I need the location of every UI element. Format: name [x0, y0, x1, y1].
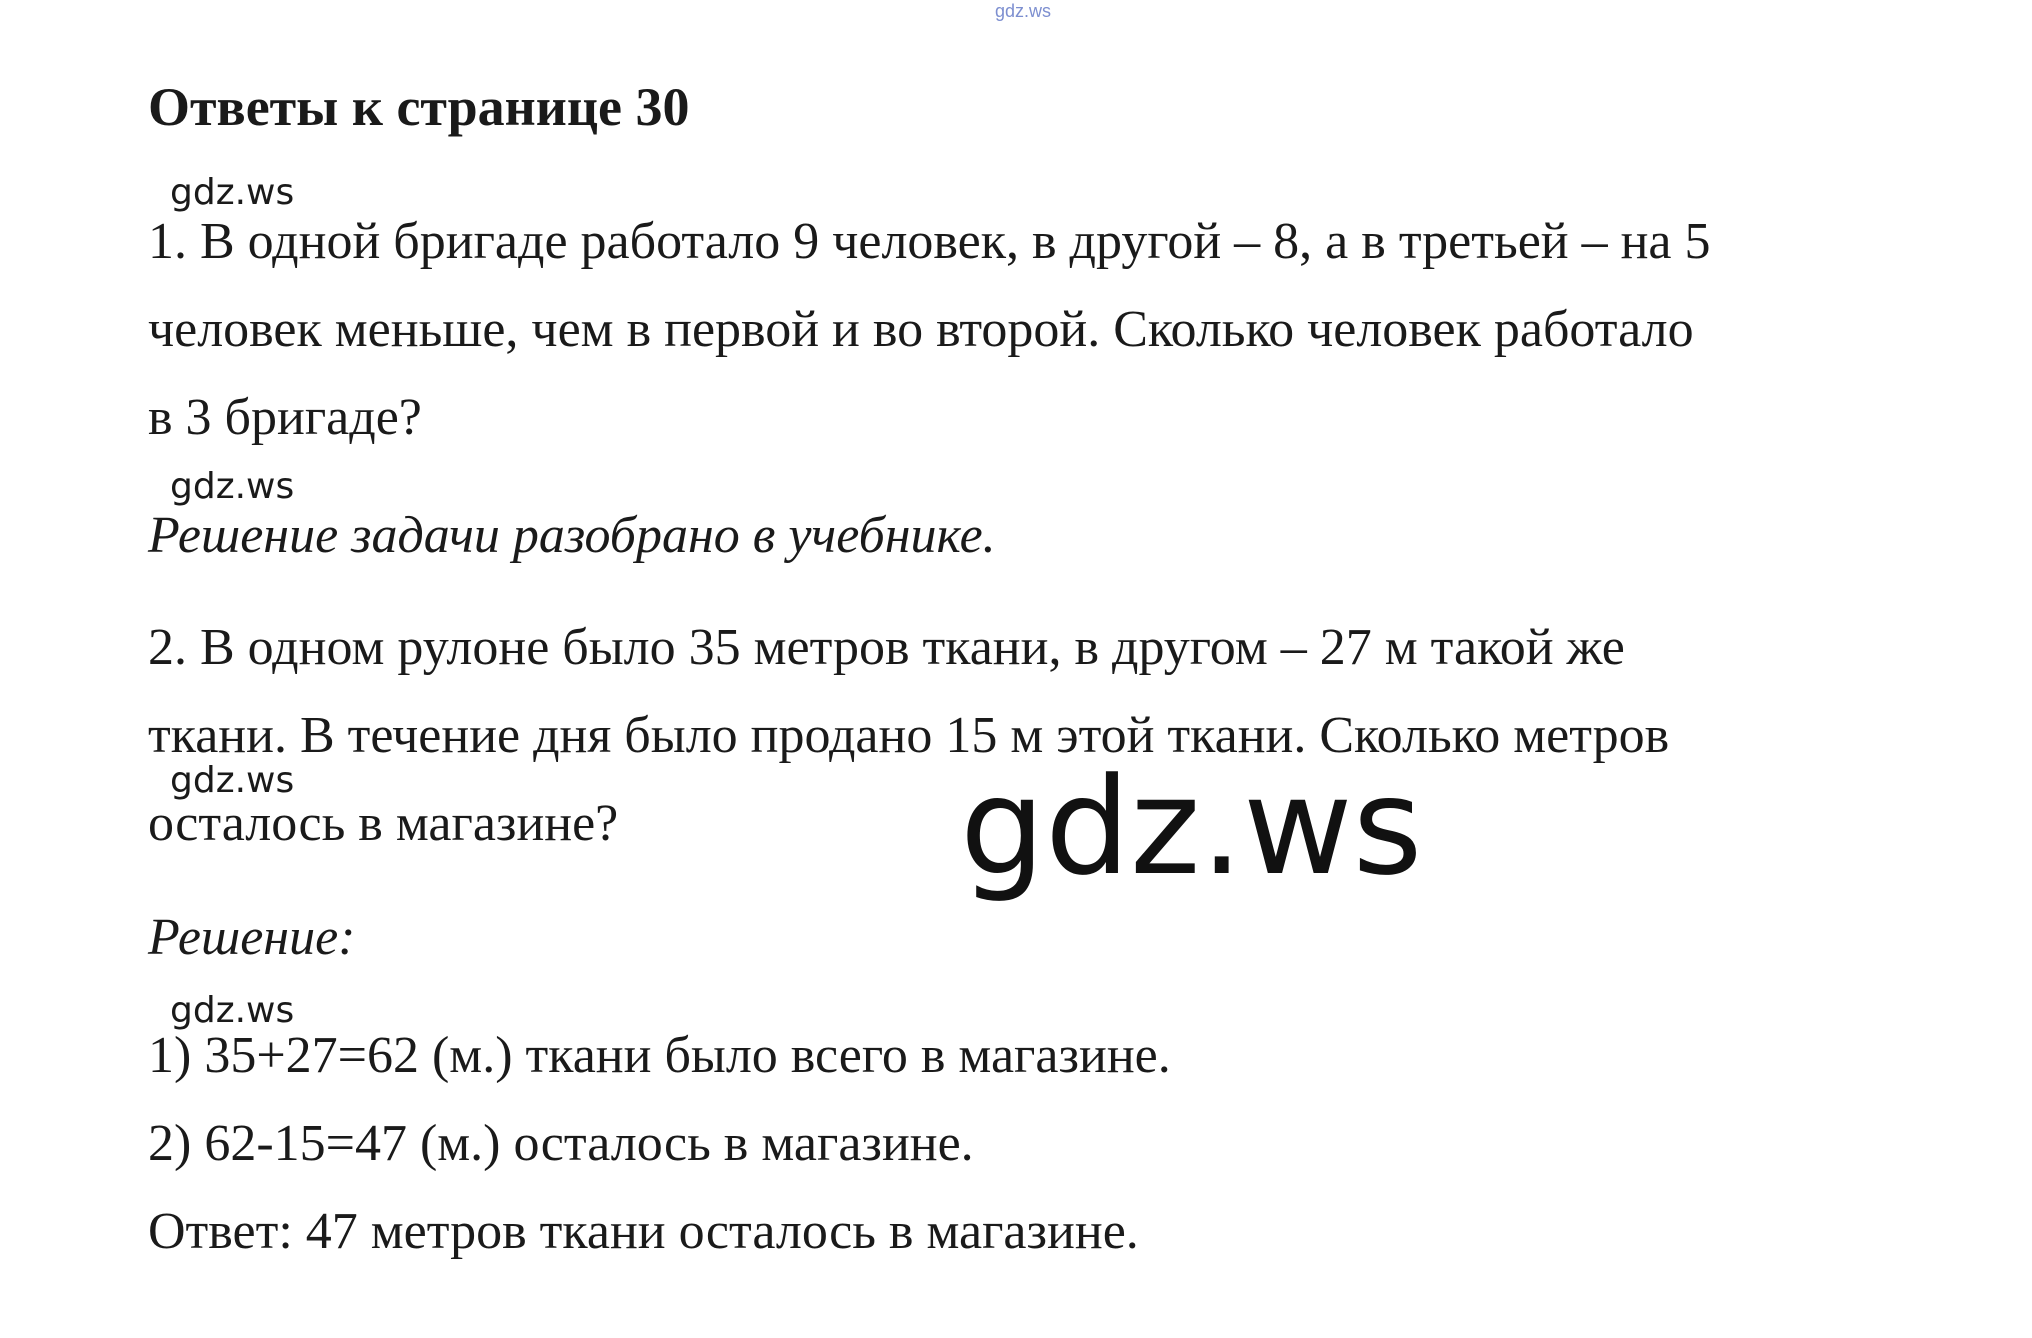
solution-label: Решение:: [148, 909, 356, 966]
watermark-small-3: gdz.ws: [170, 760, 295, 801]
watermark-small-1: gdz.ws: [170, 172, 295, 213]
task1-line-3: в 3 бригаде?: [148, 389, 422, 446]
task1-line-2: человек меньше, чем в первой и во второй. Сколько человек работало: [148, 301, 1694, 358]
task1-line-1: 1. В одной бригаде работало 9 человек, в другой – 8, а в третьей – на 5: [148, 213, 1711, 270]
task2-line-3: осталось в магазине?: [148, 795, 619, 852]
watermark-small-4: gdz.ws: [170, 990, 295, 1031]
task2-line-2: ткани. В течение дня было продано 15 м этой ткани. Сколько метров: [148, 707, 1670, 764]
watermark-small-2: gdz.ws: [170, 466, 295, 507]
solution-step-1: 1) 35+27=62 (м.) ткани было всего в магазине.: [148, 1027, 1171, 1084]
task1-note: Решение задачи разобрано в учебнике.: [148, 507, 996, 564]
answer-line: Ответ: 47 метров ткани осталось в магазине.: [148, 1203, 1139, 1260]
top-watermark: gdz.ws: [995, 1, 1052, 21]
watermark-large: gdz.ws: [960, 749, 1423, 905]
page-heading: Ответы к странице 30: [148, 77, 690, 137]
solution-step-2: 2) 62-15=47 (м.) осталось в магазине.: [148, 1115, 974, 1172]
task2-line-1: 2. В одном рулоне было 35 метров ткани, в другом – 27 м такой же: [148, 619, 1625, 676]
